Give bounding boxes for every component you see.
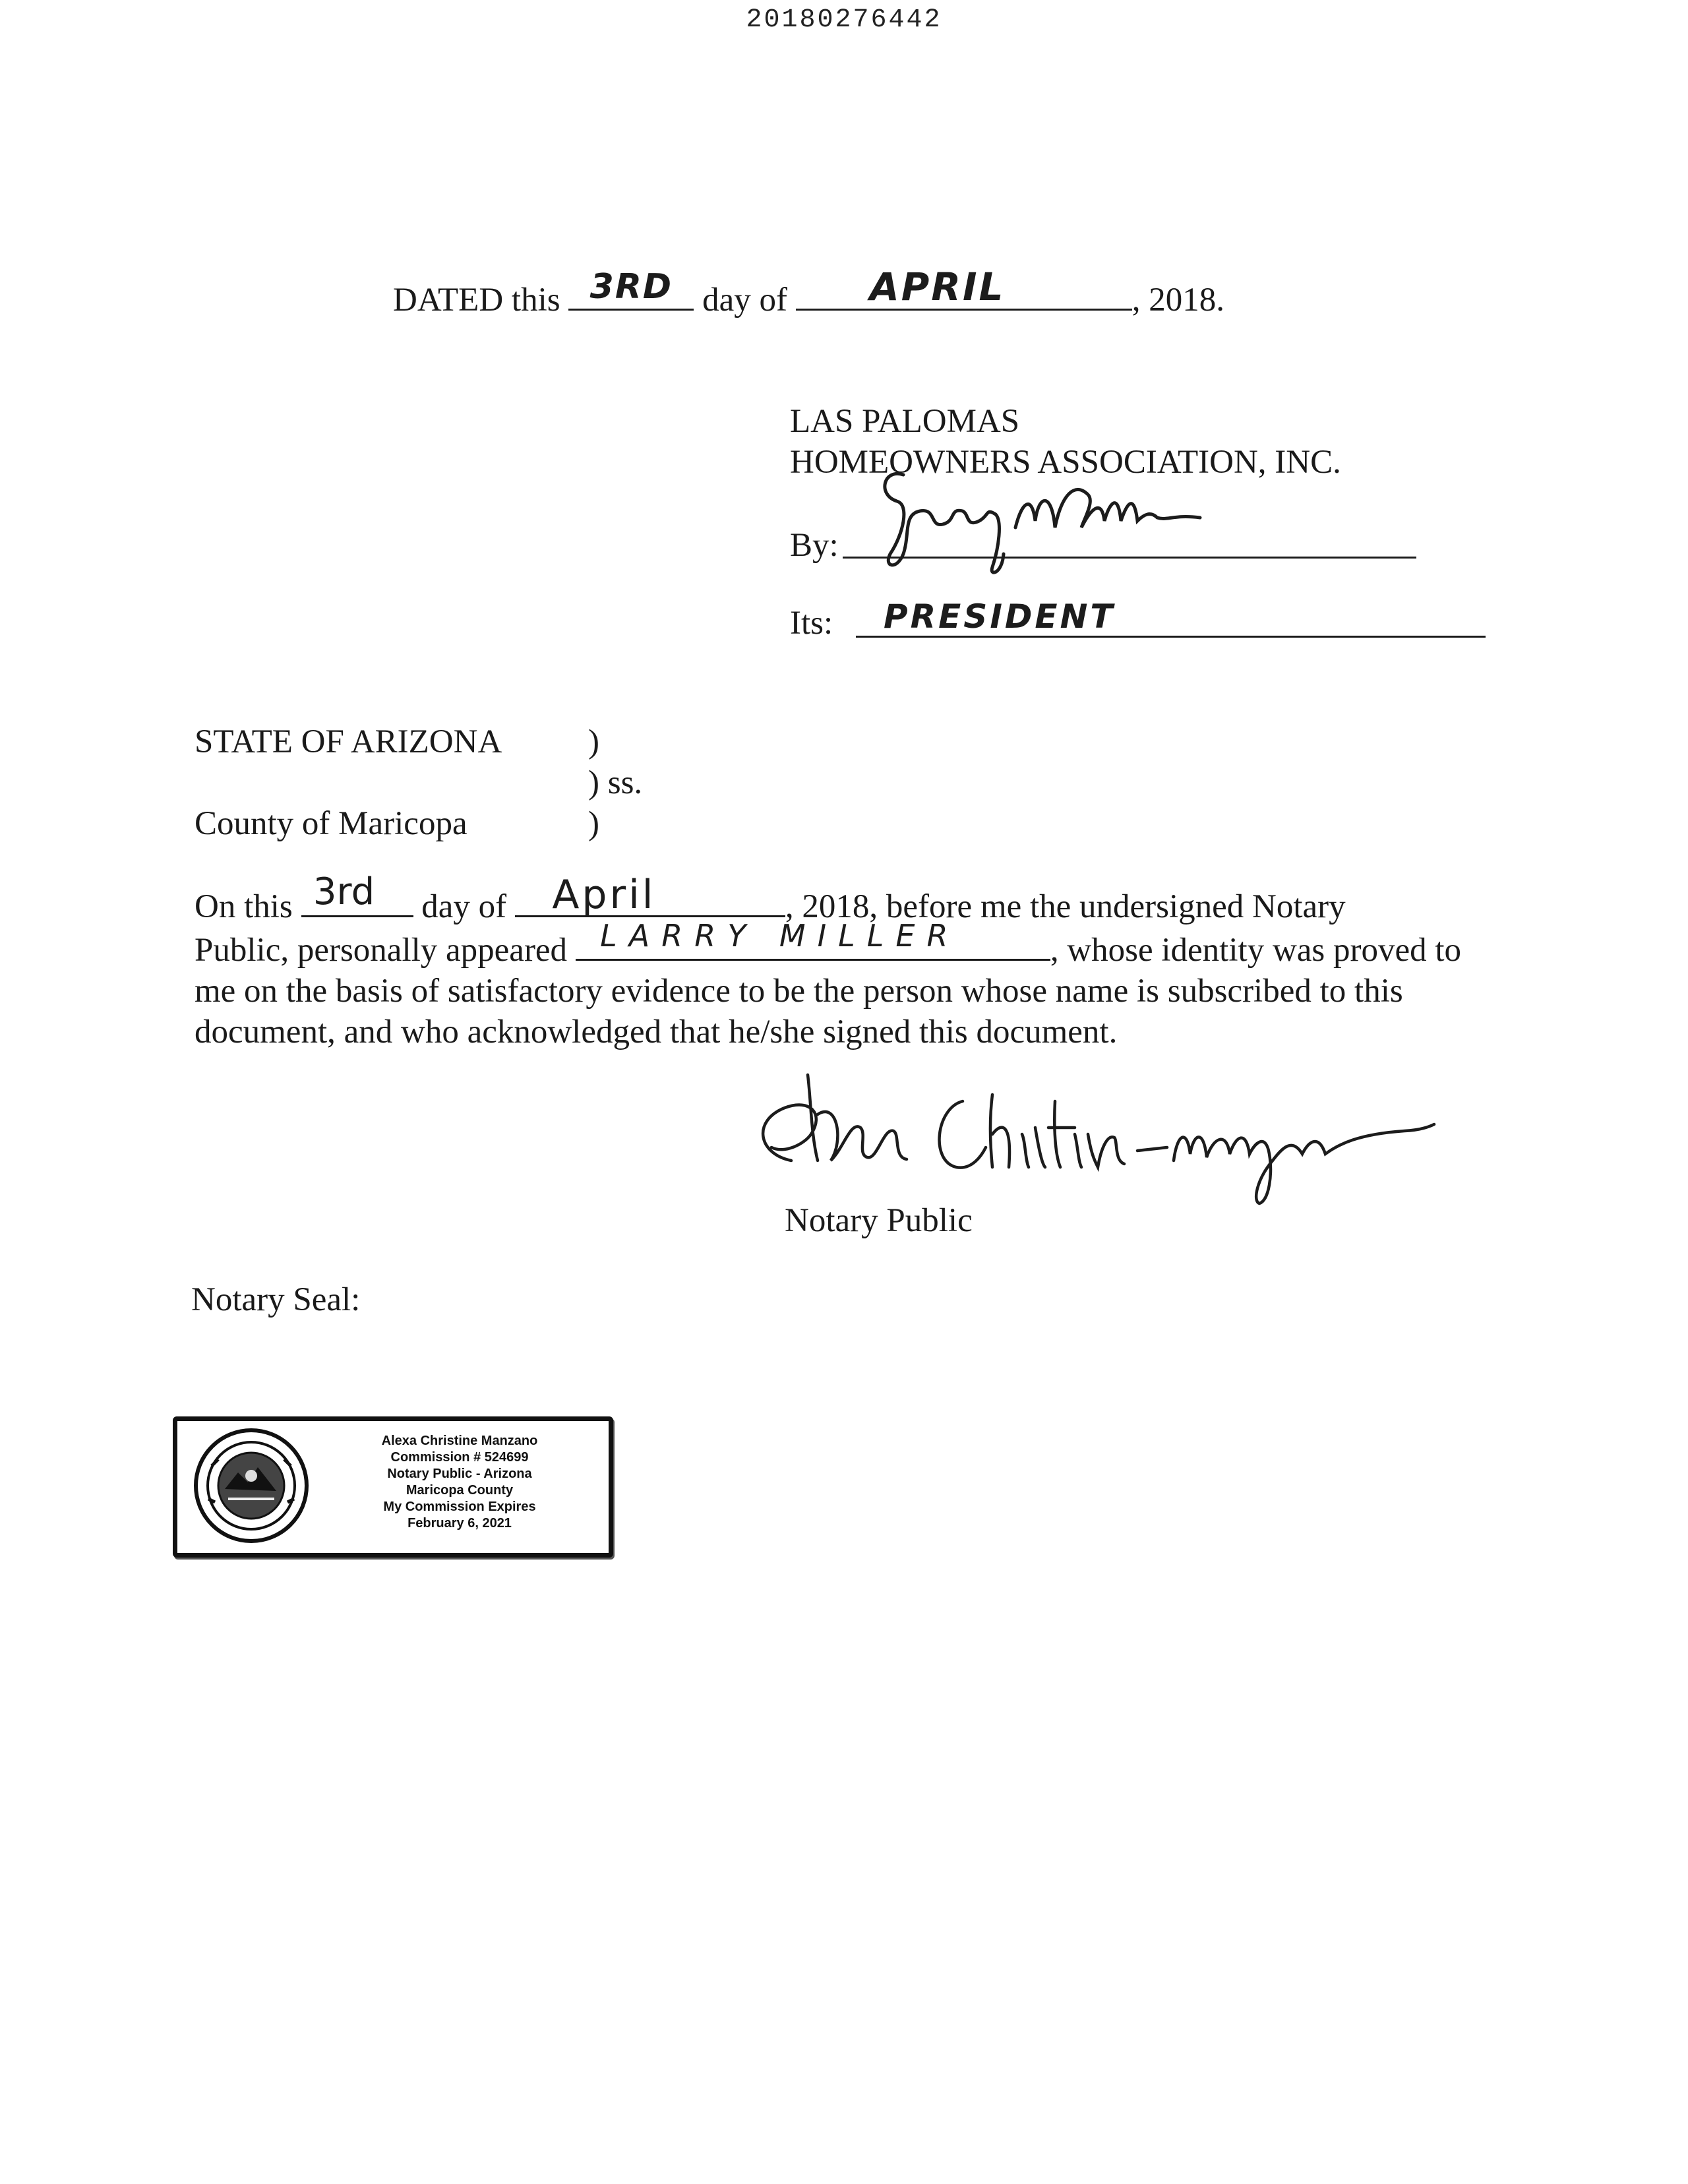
dated-day-blank	[568, 267, 694, 311]
dated-line	[393, 264, 1224, 320]
its-label: Its:	[790, 605, 833, 642]
ack-line2-prefix: Public, personally appeared	[195, 932, 568, 969]
dated-day-handwritten: 3RD	[589, 267, 673, 307]
by-label: By:	[790, 527, 839, 564]
association-name-line2: HOMEOWNERS ASSOCIATION, INC.	[790, 444, 1341, 481]
ack-name-handwritten: LARRY MILLER	[600, 918, 960, 954]
acknowledgment-line4: document, and who acknowledged that he/she signed this document.	[195, 1014, 1118, 1050]
seal-text-block	[321, 1433, 598, 1532]
acknowledgment-line3: me on the basis of satisfactory evidence to be the person whose name is subscribed to this	[195, 973, 1403, 1010]
acknowledgment-line2	[195, 918, 1500, 971]
dated-suffix: , 2018.	[1131, 282, 1224, 318]
venue-paren-top: )	[588, 723, 599, 760]
ack-month-blank	[515, 872, 785, 918]
seal-line-name: Alexa Christine Manzano	[381, 1434, 538, 1448]
dated-prefix: DATED this	[393, 282, 560, 318]
seal-line-title: Notary Public - Arizona	[387, 1467, 532, 1481]
ack-day-blank	[301, 870, 413, 917]
notary-public-label: Notary Public	[785, 1202, 973, 1239]
ack-name-blank	[576, 918, 1050, 961]
seal-line-expires-date: February 6, 2021	[407, 1516, 512, 1531]
ack-prefix: On this	[195, 888, 293, 925]
association-name-line1: LAS PALOMAS	[790, 403, 1020, 440]
ack-month-handwritten: April	[552, 872, 656, 918]
its-line	[856, 636, 1486, 638]
arizona-state-seal-icon	[192, 1426, 311, 1545]
dated-month-handwritten: APRIL	[869, 264, 1006, 309]
by-signature-image	[857, 455, 1226, 587]
dated-mid: day of	[702, 282, 787, 318]
ack-line2-suffix: , whose identity was proved to	[1050, 932, 1462, 969]
venue-state: STATE OF ARIZONA	[195, 723, 502, 760]
venue-ss: ) ss.	[588, 764, 643, 801]
notary-seal-label: Notary Seal:	[191, 1281, 361, 1318]
ack-mid: day of	[421, 888, 507, 925]
seal-line-county: Maricopa County	[406, 1483, 514, 1498]
document-number: 20180276442	[746, 5, 942, 35]
seal-line-commission: Commission # 524699	[390, 1450, 529, 1465]
acknowledgment-paragraph	[195, 870, 1500, 1052]
its-handwritten: PRESIDENT	[884, 597, 1116, 636]
dated-month-blank	[796, 264, 1132, 311]
seal-line-expires-label: My Commission Expires	[383, 1500, 536, 1514]
ack-line1-suffix: , 2018, before me the undersigned Notary	[785, 888, 1346, 925]
notary-signature-image	[745, 1062, 1437, 1213]
venue-county: County of Maricopa	[195, 805, 467, 842]
ack-day-handwritten: 3rd	[313, 870, 375, 913]
venue-paren-bottom: )	[588, 805, 599, 842]
notary-seal-stamp	[173, 1416, 613, 1558]
